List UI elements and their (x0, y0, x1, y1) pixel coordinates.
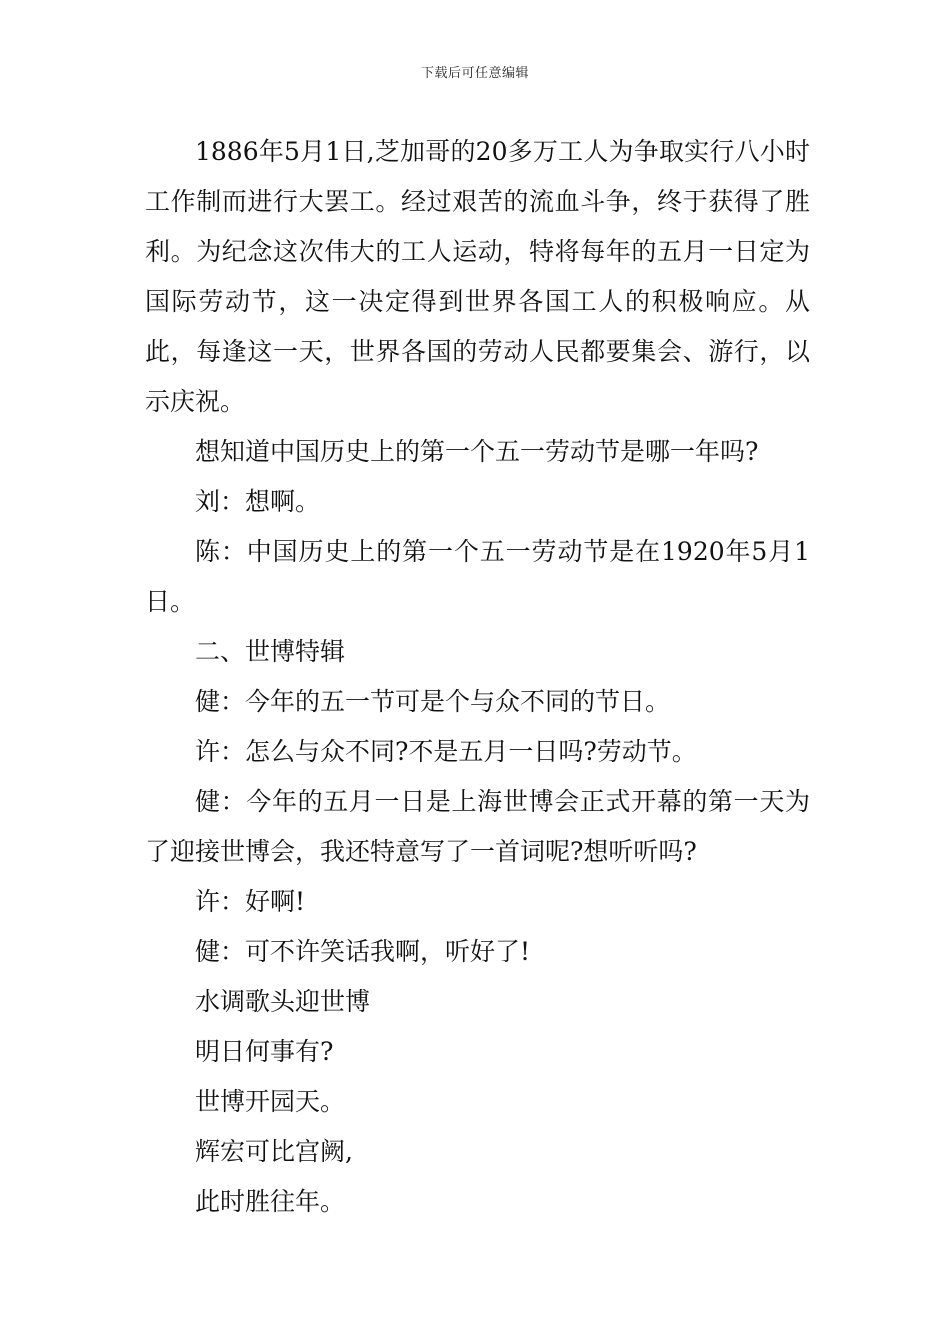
paragraph-history: 1886年5月1日,芝加哥的20多万工人为争取实行八小时工作制而进行大罢工。经过艰苦的流血斗争，终于获得了胜利。为纪念这次伟大的工人运动，特将每年的五月一日定为国际劳动节，这一决定得到世界各国工人的积极响应。从此，每逢这一天，世界各国的劳动人民都要集会、游行，以示庆祝。 (145, 137, 810, 416)
page-header: 下载后可任意编辑 (420, 66, 529, 81)
document-body (145, 127, 810, 1227)
dialogue-line: 健：今年的五月一日是上海世博会正式开幕的第一天为了迎接世博会，我还特意写了一首词呢?想听听吗? (145, 787, 810, 866)
dialogue-line: 许：好啊! (195, 887, 306, 916)
poem-line: 辉宏可比宫阙, (195, 1137, 353, 1166)
dialogue-line: 健：今年的五一节可是个与众不同的节日。 (195, 687, 671, 716)
poem-line: 世博开园天。 (195, 1087, 346, 1116)
section-heading: 二、世博特辑 (195, 637, 346, 666)
dialogue-line: 陈：中国历史上的第一个五一劳动节是在1920年5月1日。 (145, 537, 810, 616)
dialogue-line: 健：可不许笑话我啊，听好了! (195, 937, 531, 966)
poem-title: 水调歌头迎世博 (195, 987, 371, 1016)
poem-line: 此时胜往年。 (195, 1187, 346, 1216)
paragraph-question: 想知道中国历史上的第一个五一劳动节是哪一年吗? (195, 437, 759, 466)
dialogue-line: 刘：想啊。 (195, 487, 321, 516)
poem-line: 明日何事有? (195, 1037, 334, 1066)
dialogue-line: 许：怎么与众不同?不是五月一日吗?劳动节。 (195, 737, 697, 766)
